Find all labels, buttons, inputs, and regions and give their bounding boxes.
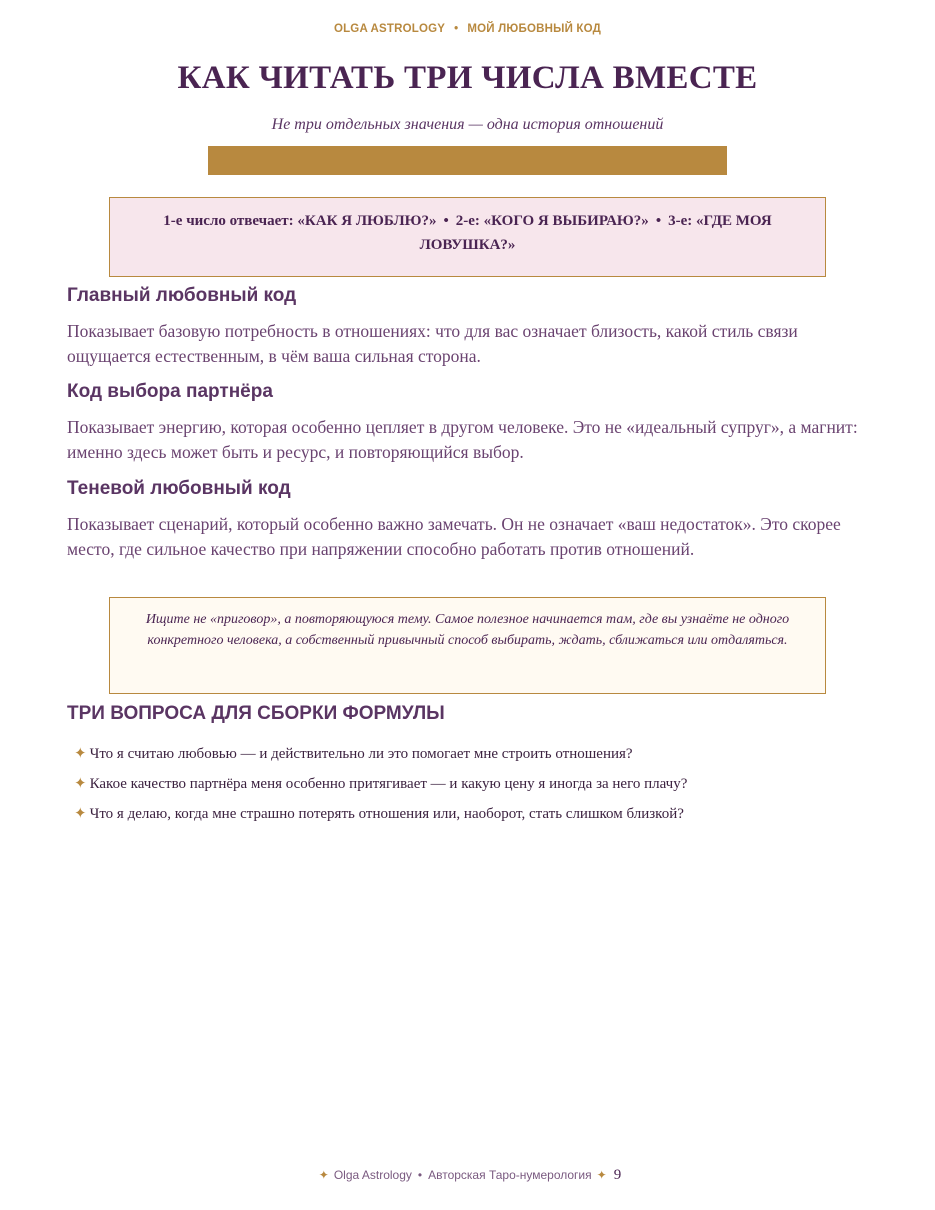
key-questions-box <box>109 197 826 277</box>
section-heading: Главный любовный код <box>67 285 297 306</box>
section-partner-choice-code <box>67 381 867 465</box>
star-bullet-icon: ✦ <box>74 746 87 762</box>
section-text: Показывает сценарий, который особенно важно замечать. Он не означает «ваш недостаток». Это скорее место, где сильное качество при напряжении способно работать против отношений. <box>67 514 841 559</box>
questions-list <box>74 739 687 829</box>
footer-brand: Olga Astrology <box>333 1168 412 1182</box>
decorative-gold-bar <box>208 146 727 175</box>
key-question-3: 3-е: «ГДЕ МОЯ ЛОВУШКА?» <box>419 213 772 253</box>
star-icon: ✦ <box>596 1168 607 1182</box>
key-separator: • <box>655 213 662 229</box>
running-header <box>0 23 935 35</box>
page-number: 9 <box>613 1167 622 1183</box>
header-brand: OLGA ASTROLOGY <box>333 23 446 35</box>
advice-note-box: Ищите не «приговор», а повторяющуюся тему. Самое полезное начинается там, где вы узнаёте не одного конкретного человека, а собственный привычный способ выбирать, ждать, сближаться или отдаляться. <box>109 597 826 694</box>
header-separator: • <box>454 23 459 35</box>
questions-title: ТРИ ВОПРОСА ДЛЯ СБОРКИ ФОРМУЛЫ <box>67 703 445 724</box>
star-bullet-icon: ✦ <box>74 806 87 822</box>
question-text: Какое качество партнёра меня особенно притягивает — и какую цену я иногда за него плачу? <box>89 776 688 792</box>
section-shadow-love-code <box>67 478 867 562</box>
list-item <box>74 769 687 799</box>
list-item <box>74 739 687 769</box>
question-text: Что я делаю, когда мне страшно потерять отношения или, наоборот, стать слишком близкой? <box>89 806 684 822</box>
star-icon: ✦ <box>318 1168 329 1182</box>
question-text: Что я считаю любовью — и действительно ли это помогает мне строить отношения? <box>89 746 633 762</box>
page-title: КАК ЧИТАТЬ ТРИ ЧИСЛА ВМЕСТЕ <box>177 60 758 96</box>
key-question-1: 1-е число отвечает: «КАК Я ЛЮБЛЮ?» <box>163 213 437 229</box>
footer-subtitle: Авторская Таро-нумерология <box>428 1168 592 1182</box>
star-bullet-icon: ✦ <box>74 776 87 792</box>
list-item <box>74 799 687 829</box>
footer-separator: • <box>417 1168 423 1182</box>
key-question-2: 2-е: «КОГО Я ВЫБИРАЮ?» <box>455 213 649 229</box>
section-text: Показывает базовую потребность в отношениях: что для вас означает близость, какой стиль связи ощущается естественным, в чём ваша сильная сторона. <box>67 321 798 366</box>
page-subtitle: Не три отдельных значения — одна история отношений <box>271 116 664 133</box>
page-footer <box>0 1167 935 1184</box>
section-heading: Код выбора партнёра <box>67 381 273 402</box>
header-section: МОЙ ЛЮБОВНЫЙ КОД <box>467 23 602 35</box>
section-text: Показывает энергию, которая особенно цепляет в другом человеке. Это не «идеальный супруг», а магнит: именно здесь может быть и ресурс, и повторяющийся выбор. <box>67 417 858 462</box>
section-main-love-code <box>67 285 867 369</box>
key-separator: • <box>443 213 449 229</box>
section-heading: Теневой любовный код <box>67 478 291 499</box>
